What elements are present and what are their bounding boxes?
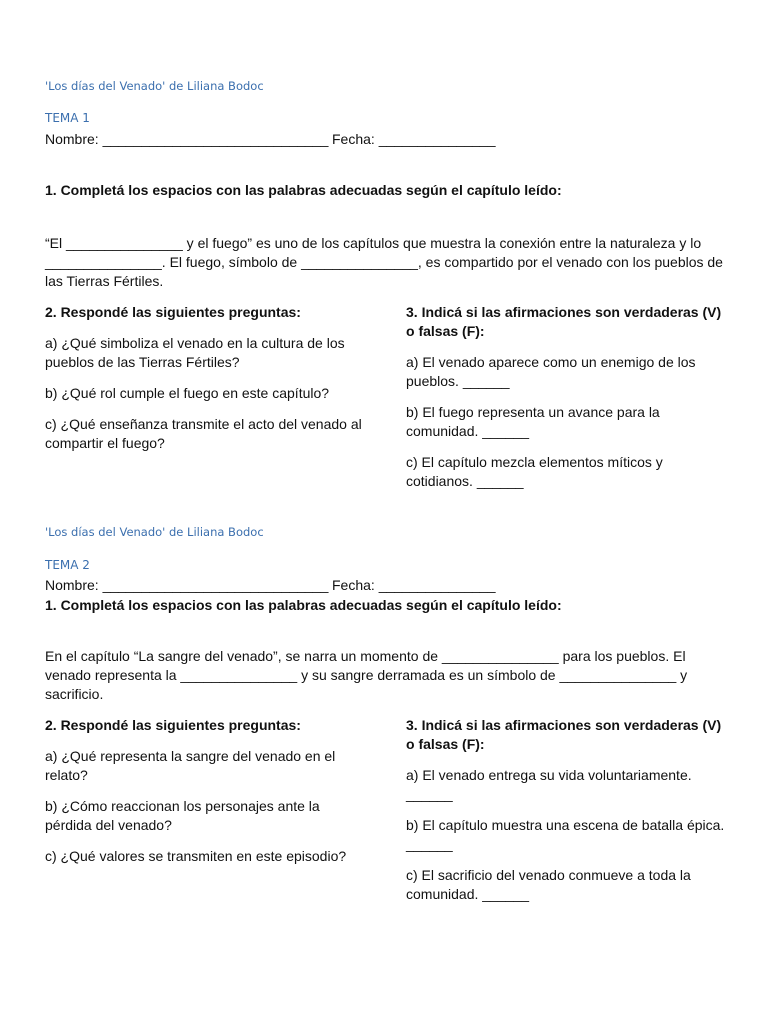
- tema1-q2-column: [45, 303, 395, 453]
- tema2-q3-item-text: comunidad. ______: [406, 886, 529, 902]
- tema2-q2-item-a: [45, 747, 395, 785]
- tema1-q2-item-text: c) ¿Qué enseñanza transmite el acto del venado al: [45, 416, 362, 432]
- tema1-q2-item-text: pueblos de las Tierras Fértiles?: [45, 354, 240, 370]
- tema2-q3-title: [406, 716, 746, 754]
- tema2-q2-item-text: a) ¿Qué representa la sangre del venado en el: [45, 748, 336, 764]
- tema2-q2-title: 2. Respondé las siguientes preguntas:: [45, 717, 301, 733]
- tema1-q3-item-b: [406, 403, 746, 441]
- tema1-q3-title-line: o falsas (F):: [406, 323, 485, 339]
- tema2-q3-item-text: ______: [406, 786, 453, 802]
- tema1-q1-line: _______________. El fuego, símbolo de _______________, es compartido por el venado con los pueblos de: [45, 254, 723, 270]
- tema1-q1-title: 1. Completá los espacios con las palabras adecuadas según el capítulo leído:: [45, 182, 562, 198]
- tema2-q3-item-c: [406, 866, 746, 904]
- tema2-q1-title: 1. Completá los espacios con las palabras adecuadas según el capítulo leído:: [45, 597, 562, 613]
- tema1-q2-item-text: compartir el fuego?: [45, 435, 165, 451]
- tema2-fecha-field: Fecha: _______________: [332, 577, 496, 593]
- tema1-q3-item-text: c) El capítulo mezcla elementos míticos y: [406, 454, 663, 470]
- tema2-q3-item-text: a) El venado entrega su vida voluntariamente.: [406, 767, 692, 783]
- tema1-q3-item-text: comunidad. ______: [406, 423, 529, 439]
- tema1-q3-title-line: 3. Indicá si las afirmaciones son verdaderas (V): [406, 304, 722, 320]
- tema2-q1-line: venado representa la _______________ y su sangre derramada es un símbolo de _______________ y: [45, 667, 688, 683]
- tema1-q3-item-text: a) El venado aparece como un enemigo de los: [406, 354, 696, 370]
- tema2-nombre-field: Nombre: _____________________________: [45, 577, 329, 593]
- tema1-label: TEMA 1: [45, 111, 90, 125]
- tema2-q2-item-c: [45, 847, 395, 866]
- tema1-q2-item-text: b) ¿Qué rol cumple el fuego en este capítulo?: [45, 385, 330, 401]
- tema2-q3-title-line: 3. Indicá si las afirmaciones son verdaderas (V): [406, 717, 722, 733]
- tema1-q3-title: [406, 303, 746, 341]
- tema2-q2-item-text: c) ¿Qué valores se transmiten en este episodio?: [45, 848, 347, 864]
- tema2-q3-item-a: [406, 766, 746, 804]
- tema2-q3-title-line: o falsas (F):: [406, 736, 485, 752]
- tema2-q3-item-text: c) El sacrificio del venado conmueve a toda la: [406, 867, 691, 883]
- tema2-q1-line: sacrificio.: [45, 686, 104, 702]
- tema2-title: 'Los días del Venado' de Liliana Bodoc: [45, 525, 264, 539]
- tema1-q2-item-a: [45, 334, 395, 372]
- tema1-fecha-field: Fecha: _______________: [332, 131, 496, 147]
- tema2-q1-paragraph: [45, 647, 735, 704]
- tema1-q2-title: 2. Respondé las siguientes preguntas:: [45, 304, 301, 320]
- tema1-q3-item-a: [406, 353, 746, 391]
- tema1-q3-item-text: cotidianos. ______: [406, 473, 524, 489]
- tema1-title: 'Los días del Venado' de Liliana Bodoc: [45, 79, 264, 93]
- tema1-q3-item-text: pueblos. ______: [406, 373, 510, 389]
- tema2-label: TEMA 2: [45, 558, 90, 572]
- tema2-q1-line: En el capítulo “La sangre del venado”, se narra un momento de _______________ para los pueblos. El: [45, 648, 686, 664]
- tema1-q2-item-b: [45, 384, 395, 403]
- tema2-q2-item-text: relato?: [45, 767, 88, 783]
- tema1-q3-item-text: b) El fuego representa un avance para la: [406, 404, 660, 420]
- tema2-q3-column: [406, 716, 746, 904]
- tema1-q1-line: las Tierras Fértiles.: [45, 273, 164, 289]
- tema1-q3-item-c: [406, 453, 746, 491]
- tema2-q2-item-b: [45, 797, 395, 835]
- tema2-q3-item-text: ______: [406, 836, 453, 852]
- tema1-nombre-field: Nombre: _____________________________: [45, 131, 329, 147]
- tema2-q3-item-text: b) El capítulo muestra una escena de batalla épica.: [406, 817, 725, 833]
- tema1-q1-line: “El _______________ y el fuego” es uno de los capítulos que muestra la conexión entre la naturaleza y lo: [45, 235, 702, 251]
- tema1-q2-item-c: [45, 415, 395, 453]
- tema1-q3-column: [406, 303, 746, 491]
- tema2-q2-column: [45, 716, 395, 866]
- tema2-q2-item-text: b) ¿Cómo reaccionan los personajes ante la: [45, 798, 320, 814]
- tema1-q2-item-text: a) ¿Qué simboliza el venado en la cultura de los: [45, 335, 345, 351]
- tema1-q1-paragraph: [45, 234, 735, 291]
- tema2-q2-item-text: pérdida del venado?: [45, 817, 172, 833]
- tema2-q3-item-b: [406, 816, 746, 854]
